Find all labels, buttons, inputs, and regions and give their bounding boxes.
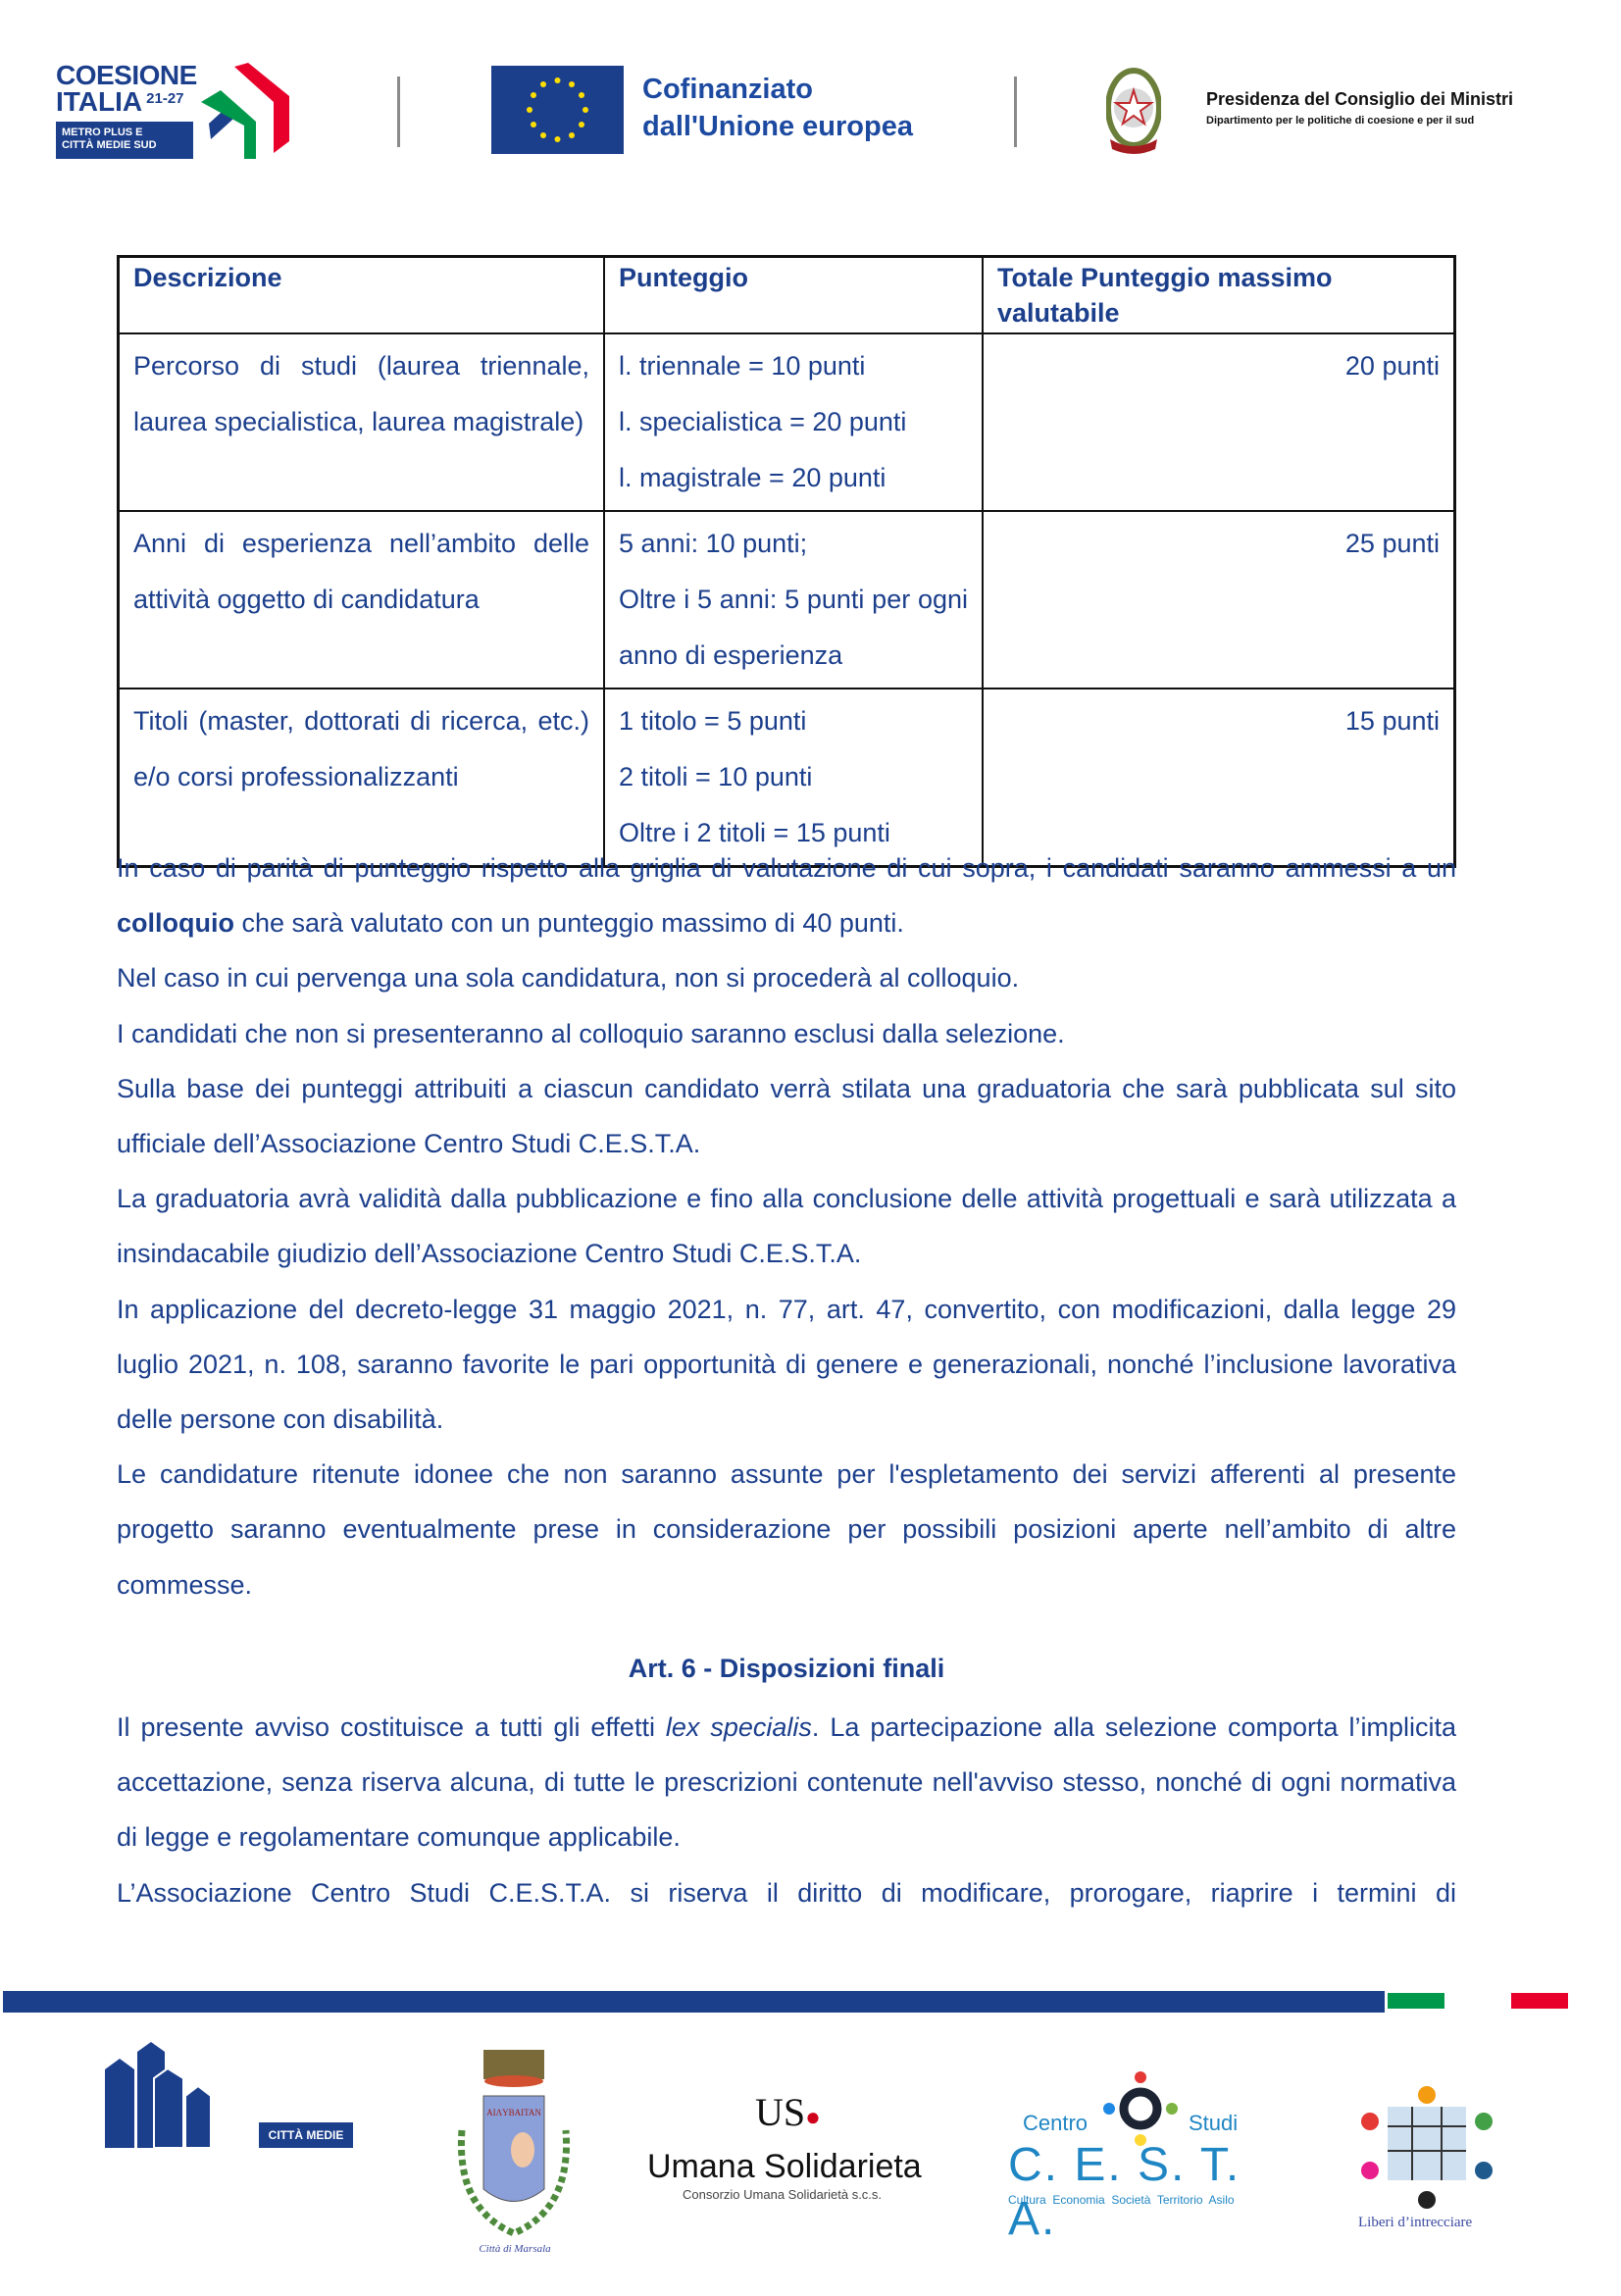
- footer-blue-bar: [3, 1991, 1385, 2013]
- people-grid-icon: [1348, 2077, 1505, 2215]
- table-header-row: [119, 257, 1455, 334]
- paragraph: L’Associazione Centro Studi C.E.S.T.A. si riserva il diritto di modificare, prorogare, riaprire i termini di: [117, 1877, 1456, 1908]
- paragraph: Nel caso in cui pervenga una sola candidatura, non si procederà al colloquio.: [117, 963, 1020, 994]
- table-cell-punteggio: [604, 511, 983, 689]
- paragraph: I candidati che non si presenteranno al colloquio saranno esclusi dalla selezione.: [117, 1018, 1065, 1048]
- table-header-descrizione: Descrizione: [119, 257, 605, 334]
- footer-green-bar: [1388, 1993, 1444, 2009]
- paragraph: La graduatoria avrà validità dalla pubblicazione e fino alla conclusione delle attività progettuali e sarà utilizzata a insindacabile giudizio dell’Associazione Centro Studi C.E.S.T.A.: [117, 1184, 1456, 1269]
- table-header-totale: Totale Punteggio massimo valutabile: [983, 257, 1455, 334]
- header-separator: [1014, 77, 1017, 147]
- italian-emblem-icon: [1106, 65, 1161, 157]
- table-cell-totale: 15 punti: [983, 689, 1455, 867]
- paragraph: Le candidature ritenute idonee che non saranno assunte per l'espletamento dei servizi afferenti al presente progetto saranno eventualmente prese in considerazione per possibili posizioni aperte nell’ambito di altre commesse.: [117, 1459, 1456, 1600]
- table-cell-descrizione: Percorso di studi (laurea triennale, laurea specialistica, laurea magistrale): [119, 333, 605, 511]
- punteggio-line: l. magistrale = 20 punti: [619, 463, 886, 492]
- logo-liberi-dintrecciare: [1348, 2077, 1505, 2239]
- body-text: [117, 841, 1456, 1612]
- punteggio-line: l. triennale = 10 punti: [619, 351, 866, 381]
- liberi-caption: Liberi d’intrecciare: [1358, 2215, 1473, 2230]
- eu-line1: Cofinanziato: [642, 74, 813, 105]
- italic-lex-specialis: lex specialis: [665, 1712, 812, 1742]
- bold-colloquio: colloquio: [117, 908, 234, 939]
- logo-coesione-years: 21-27: [146, 90, 184, 107]
- marsala-caption: Città di Marsala: [479, 2243, 551, 2255]
- pcm-subtitle: Dipartimento per le politiche di coesione e per il sud: [1206, 115, 1475, 127]
- paragraph-text: che sarà valutato con un punteggio massimo di 40 punti.: [233, 908, 904, 939]
- logo-coesione-band-line1: METRO PLUS E: [62, 127, 143, 138]
- table-cell-descrizione: Anni di esperienza nell’ambito delle attività oggetto di candidatura: [119, 511, 605, 689]
- cesta-acronym: C. E. S. T. A.: [1008, 2139, 1241, 2245]
- eu-flag-icon: [491, 66, 624, 154]
- paragraph-text: . La partecipazione alla selezione comporta l’implicita accettazione, senza riserva alcuna, di tutte le prescrizioni contenute nell'avviso stesso, nonché di ogni normativa di legge e regolamentare comunque applicabile.: [117, 1712, 1456, 1853]
- umana-monogram-text: US: [755, 2090, 806, 2134]
- logo-coesione-italia-text: ITALIA: [56, 86, 143, 117]
- logo-citta-di-marsala: [446, 2042, 583, 2268]
- table-header-punteggio: Punteggio: [604, 257, 983, 334]
- punteggio-line: 5 anni: 10 punti;: [619, 529, 808, 558]
- svg-text:AIΛYBAITAN: AIΛYBAITAN: [486, 2108, 541, 2117]
- umana-red-swirl-icon: ●: [805, 2103, 821, 2131]
- footer-red-bar: [1511, 1993, 1568, 2009]
- logo-coesione-italia: [56, 60, 311, 163]
- cesta-words: Cultura Economia Società Territorio Asilo: [1008, 2193, 1235, 2207]
- paragraph: In applicazione del decreto-legge 31 maggio 2021, n. 77, art. 47, convertito, con modificazioni, dalla legge 29 luglio 2021, n. 108, saranno favorite le pari opportunità di genere e generazionali, nonché l’inclusione lavorativa delle persone con disabilità.: [117, 1294, 1456, 1435]
- table-cell-totale: 20 punti: [983, 333, 1455, 511]
- umana-subtitle: Consorzio Umana Solidarietà s.c.s.: [683, 2187, 883, 2202]
- cesta-circle-icon: [1096, 2069, 1185, 2148]
- section-heading-art6: Art. 6 - Disposizioni finali: [628, 1654, 945, 1683]
- paragraph: Sulla base dei punteggi attribuiti a ciascun candidato verrà stilata una graduatoria che sarà pubblicata sul sito ufficiale dell’Associazione Centro Studi C.E.S.T.A.: [117, 1073, 1456, 1159]
- table-cell-totale: 25 punti: [983, 511, 1455, 689]
- logo-coesione-band-line2: CITTÀ MEDIE SUD: [62, 139, 157, 151]
- punteggio-line: 2 titoli = 10 punti: [619, 762, 813, 791]
- paragraph-text: Il presente avviso costituisce a tutti gli effetti: [117, 1712, 666, 1742]
- marsala-coat-of-arms-icon: [446, 2042, 583, 2248]
- paragraph: [117, 1700, 1456, 1865]
- paragraph-text: In caso di parità di punteggio rispetto alla griglia di valutazione di cui sopra, i candidati saranno ammessi a un: [117, 853, 1456, 883]
- punteggio-line: 1 titolo = 5 punti: [619, 706, 807, 736]
- art6-text: [117, 1700, 1456, 1920]
- logo-coesione-line1: COESIONE: [56, 60, 197, 90]
- pcm-title: Presidenza del Consiglio dei Ministri: [1206, 89, 1514, 109]
- buildings-icon: [105, 2042, 262, 2150]
- citta-medie-sud-label: CITTÀ MEDIE SUD: [259, 2122, 353, 2148]
- logo-coesione-line2: [56, 86, 184, 115]
- table-cell-punteggio: [604, 333, 983, 511]
- header-separator: [397, 77, 400, 147]
- umana-monogram: [755, 2089, 821, 2135]
- cesta-centro: Centro: [1023, 2111, 1089, 2135]
- punteggio-line: Oltre i 2 titoli = 15 punti: [619, 818, 890, 847]
- table-cell-descrizione: Titoli (master, dottorati di ricerca, etc.) e/o corsi professionalizzanti: [119, 689, 605, 867]
- logo-centro-studi-cesta: [1008, 2069, 1273, 2245]
- punteggio-line: l. specialistica = 20 punti: [619, 407, 907, 436]
- table-row: [119, 333, 1455, 511]
- umana-name: Umana Solidarieta: [647, 2148, 922, 2185]
- eu-cofinanziato-text: [642, 71, 913, 145]
- italy-chevron-icon: [191, 63, 309, 161]
- paragraph: [117, 841, 1456, 950]
- table-row: [119, 511, 1455, 689]
- punteggio-line: Oltre i 5 anni: 5 punti per ogni anno di esperienza: [619, 585, 968, 670]
- cesta-studi: Studi: [1189, 2111, 1239, 2135]
- evaluation-table: [117, 255, 1456, 868]
- logo-coesione-band: [56, 122, 193, 159]
- eu-line2: dall'Unione europea: [642, 111, 913, 142]
- logo-citta-medie-sud: [105, 2042, 399, 2168]
- logo-umana-solidarieta: [647, 2089, 922, 2207]
